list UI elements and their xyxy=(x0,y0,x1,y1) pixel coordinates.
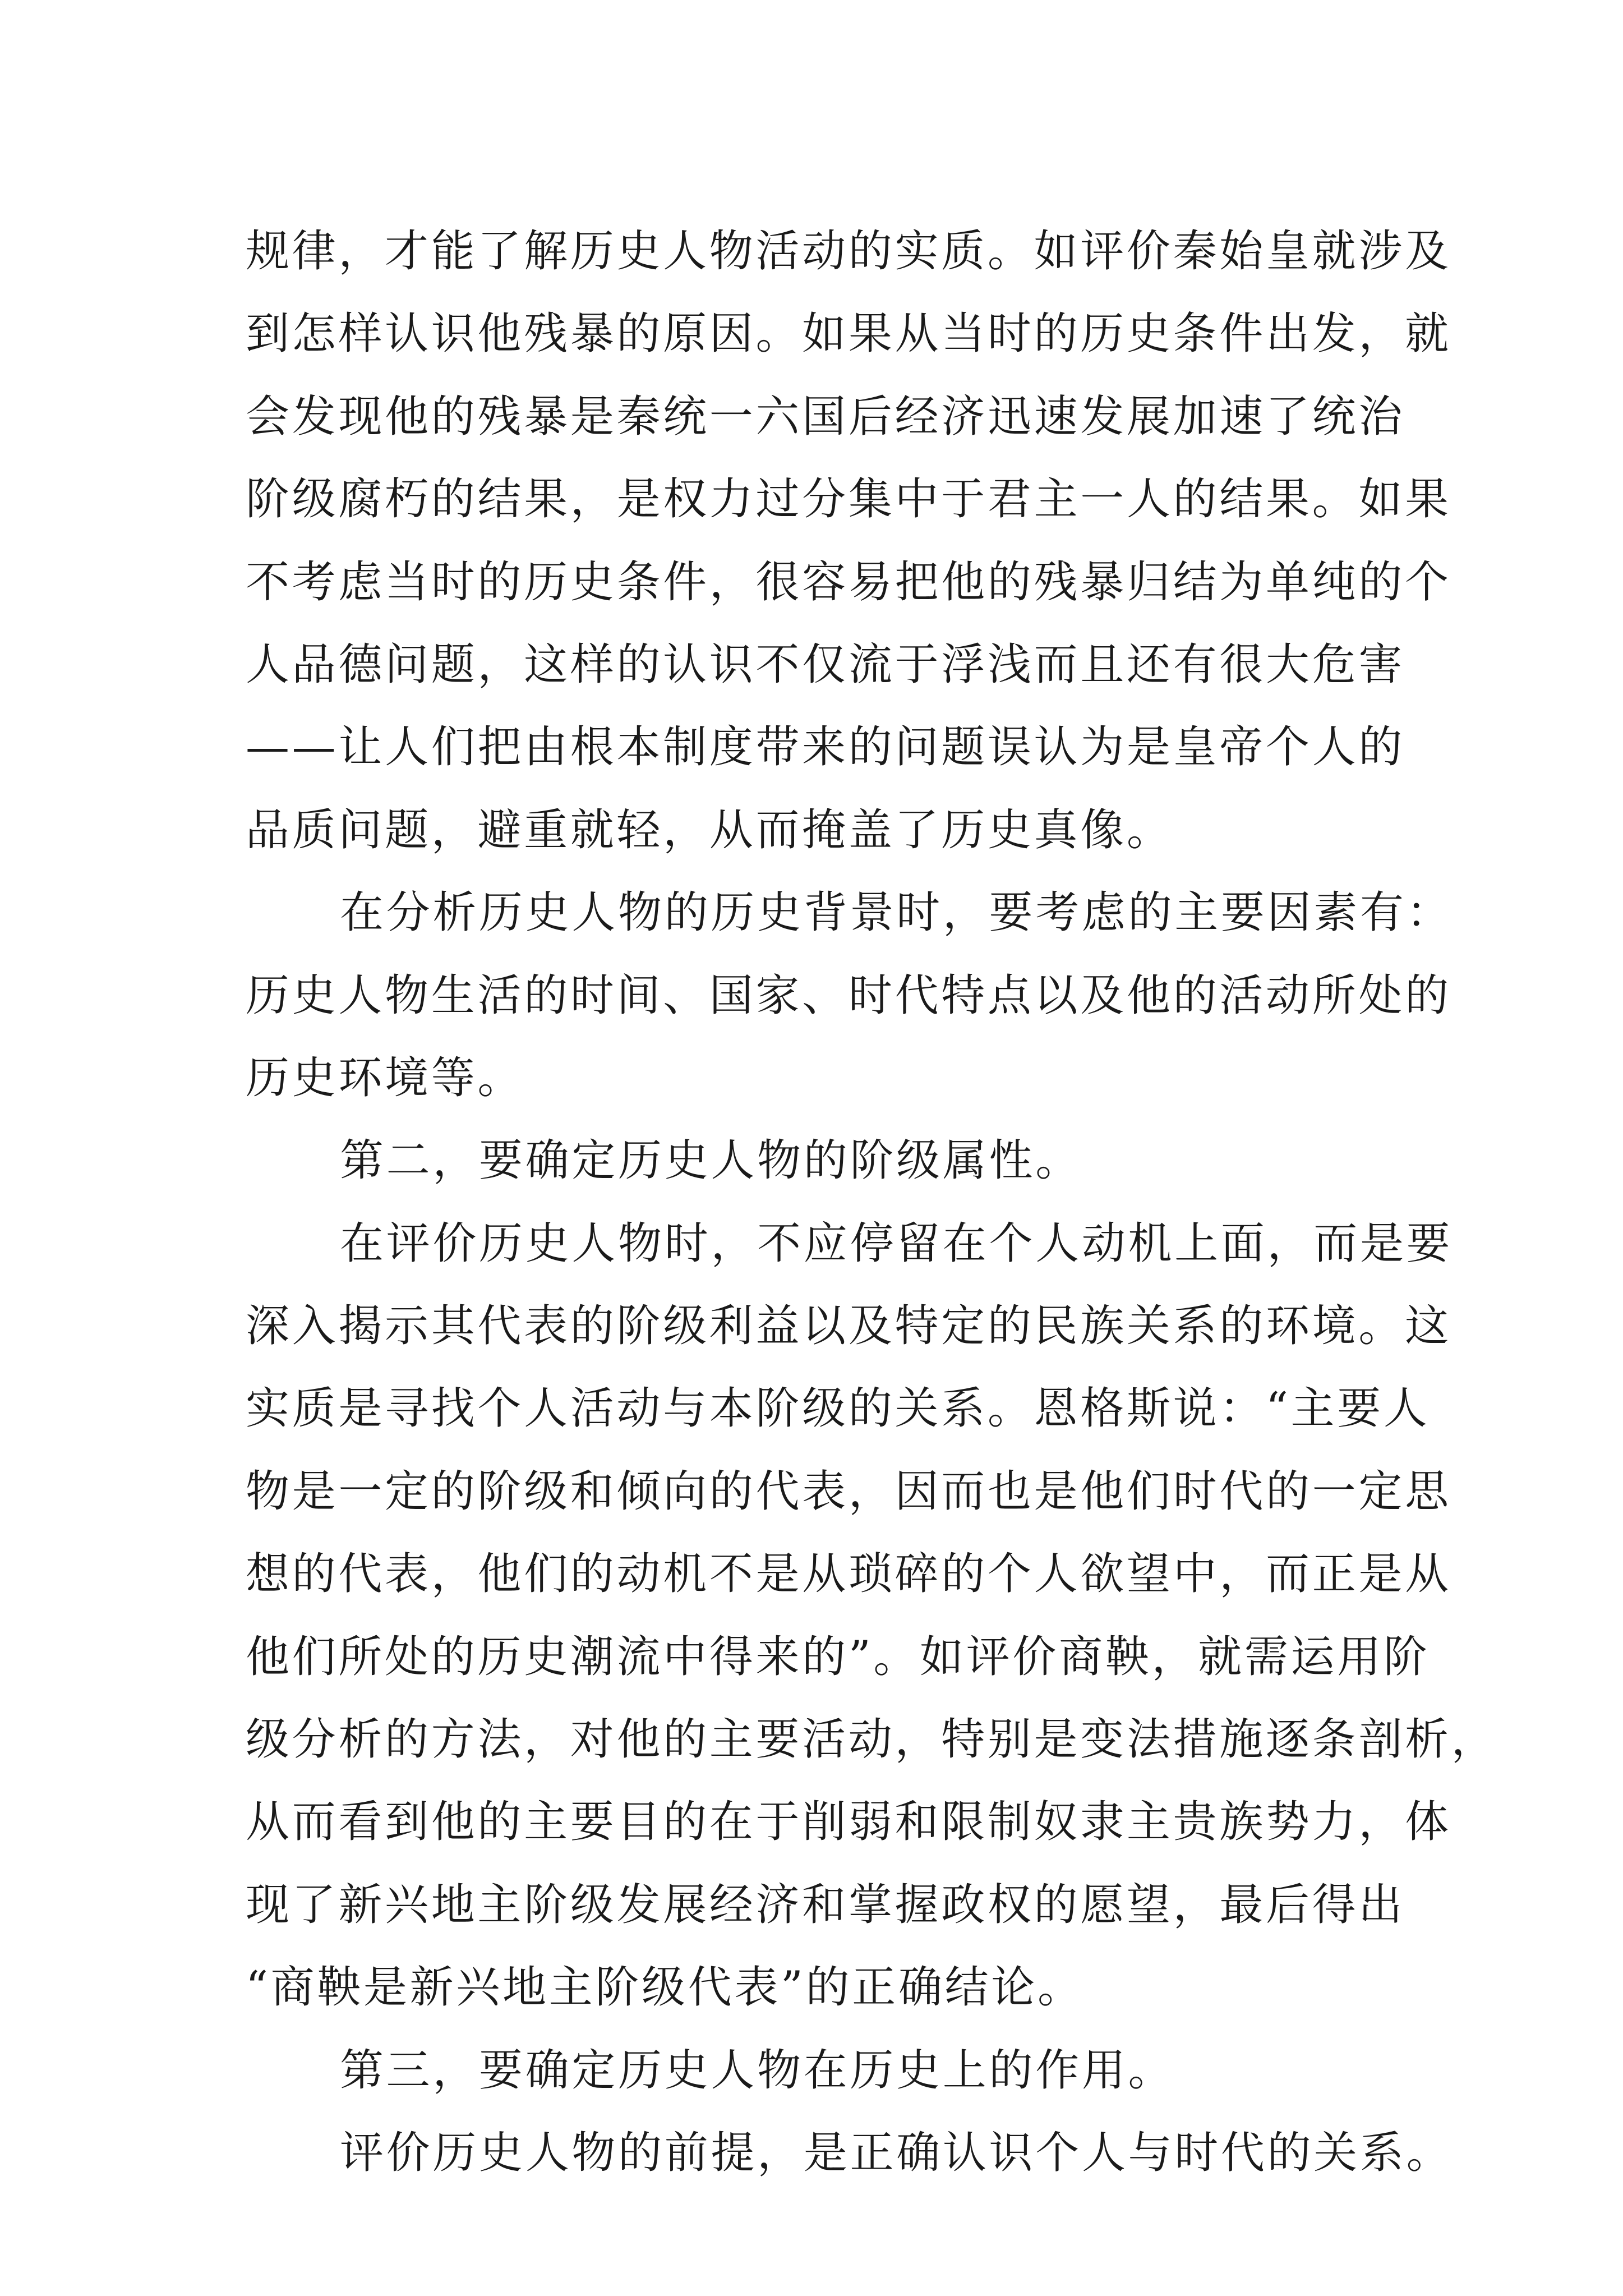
text-line: 阶级腐朽的结果，是权力过分集中于君主一人的结果。如果 xyxy=(246,474,1451,525)
text-line: 他们所处的历史潮流中得来的”。如评价商鞅，就需运用阶 xyxy=(246,1631,1430,1682)
text-line: 现了新兴地主阶级发展经济和掌握政权的愿望，最后得出 xyxy=(246,1879,1405,1930)
text-line: 规律，才能了解历史人物活动的实质。如评价秦始皇就涉及 xyxy=(246,226,1451,277)
text-line: 从而看到他的主要目的在于削弱和限制奴隶主贵族势力，体 xyxy=(246,1797,1451,1848)
text-line: 不考虑当时的历史条件，很容易把他的残暴归结为单纯的个 xyxy=(246,556,1451,608)
text-line: 品质问题，避重就轻，从而掩盖了历史真像。 xyxy=(246,804,1173,855)
text-line: 想的代表，他们的动机不是从琐碎的个人欲望中，而正是从 xyxy=(246,1549,1451,1600)
text-line: 历史环境等。 xyxy=(246,1052,524,1103)
paragraph-first-line: 在评价历史人物时，不应停留在个人动机上面，而是要 xyxy=(340,1218,1453,1269)
text-line: 深入揭示其代表的阶级利益以及特定的民族关系的环境。这 xyxy=(246,1301,1451,1352)
paragraph-first-line: 第二，要确定历史人物的阶级属性。 xyxy=(340,1135,1082,1186)
text-line: 实质是寻找个人活动与本阶级的关系。恩格斯说：“主要人 xyxy=(246,1383,1430,1434)
text-line: 级分析的方法，对他的主要活动，特别是变法措施逐条剖析， xyxy=(246,1714,1498,1765)
paragraph-first-line: 评价历史人物的前提，是正确认识个人与时代的关系。 xyxy=(340,2127,1453,2178)
text-line: ——让人们把由根本制度带来的问题误认为是皇帝个人的 xyxy=(246,722,1405,773)
text-line: 到怎样认识他残暴的原因。如果从当时的历史条件出发，就 xyxy=(246,309,1451,360)
paragraph-first-line: 第三，要确定历史人物在历史上的作用。 xyxy=(340,2045,1175,2096)
body-text xyxy=(246,210,1498,2194)
text-line: 人品德问题，这样的认识不仅流于浮浅而且还有很大危害 xyxy=(246,639,1405,690)
text-line: “商鞅是新兴地主阶级代表”的正确结论。 xyxy=(246,1962,1084,2013)
text-line: 历史人物生活的时间、国家、时代特点以及他的活动所处的 xyxy=(246,970,1451,1021)
text-line: 物是一定的阶级和倾向的代表，因而也是他们时代的一定思 xyxy=(246,1466,1451,1517)
paragraph-first-line: 在分析历史人物的历史背景时，要考虑的主要因素有： xyxy=(340,887,1453,938)
text-line: 会发现他的残暴是秦统一六国后经济迅速发展加速了统治 xyxy=(246,391,1405,442)
